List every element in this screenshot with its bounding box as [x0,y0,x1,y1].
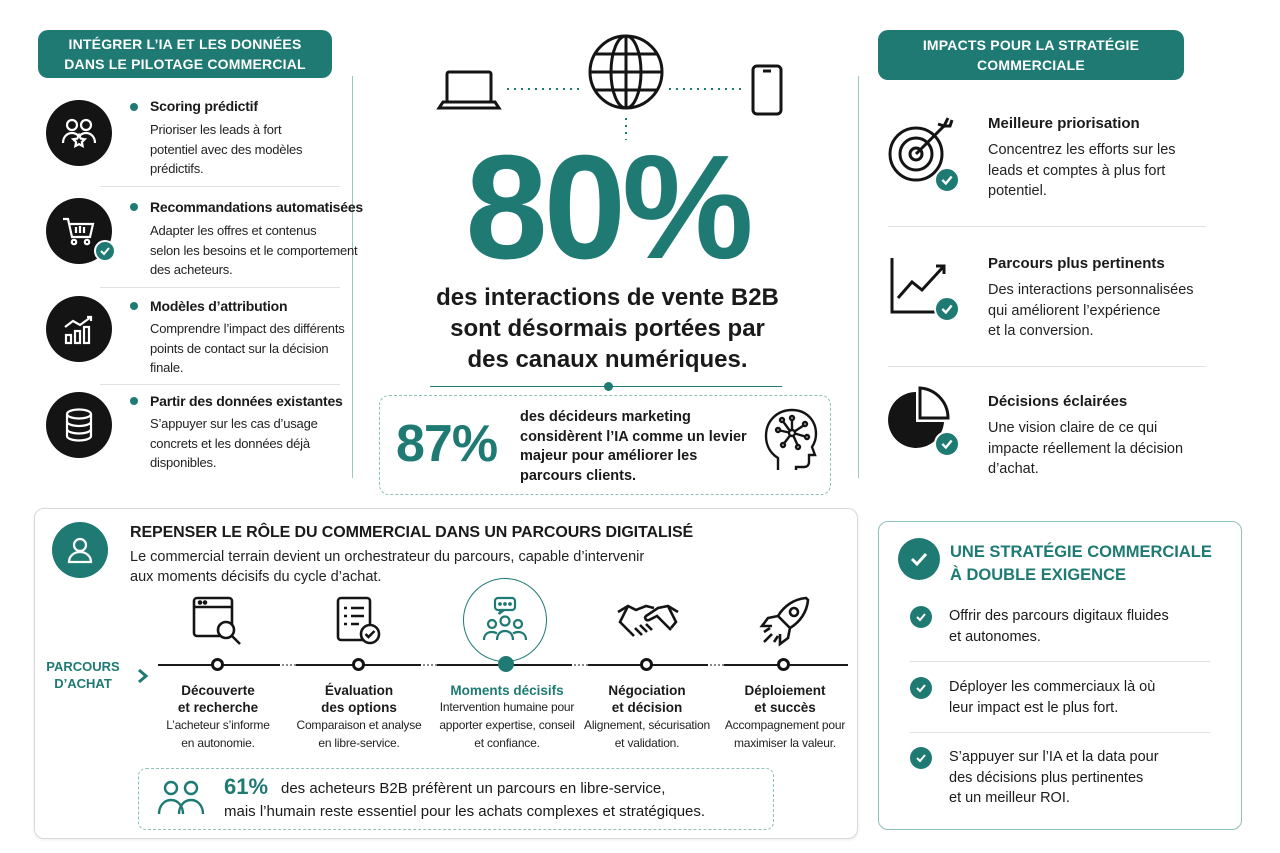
divider [888,226,1206,227]
timeline-node [211,658,224,671]
stat-61-text-2: mais l’humain reste essentiel pour les achats complexes et stratégiques. [224,803,706,820]
check-icon [910,677,932,699]
timeline-gap [421,664,437,666]
ai-head-icon [756,406,820,472]
stage-desc: Intervention humaine pour apporter expertise, conseil et confiance. [439,700,575,750]
stage-title-active: Moments décisifs [450,683,564,698]
bullet-dot [130,397,138,405]
browser-search-icon [190,594,246,648]
person-icon [52,522,108,578]
check-circle-icon [898,538,940,580]
stat-87-text: des décideurs marketing considèrent l’IA comme un levier majeur pour améliorer les parcours clients. [520,409,747,484]
divider [100,384,340,385]
globe-icon [590,36,662,108]
impact-title: Parcours plus pertinents [988,255,1165,272]
item-title: Modèles d’attribution [150,298,288,314]
phone-icon [753,66,781,114]
right-divider [858,76,859,478]
team-chat-icon [463,578,547,662]
strategy-item: S’appuyer sur l’IA et la data pour des décisions plus pertinentes et un meilleur ROI. [949,749,1159,806]
database-icon [46,392,112,458]
big-stat-text: des interactions de vente B2B sont désormais portées par des canaux numériques. [436,284,779,373]
separator-dot [604,382,613,391]
impact-desc: Concentrez les efforts sur les leads et comptes à plus fort potentiel. [988,142,1176,199]
stat-61-value: 61% [224,774,269,799]
check-badge-icon [934,431,960,457]
check-badge-icon [94,240,116,262]
divider [100,287,340,288]
stage-title: Découverte et recherche [177,683,259,715]
timeline-node [352,658,365,671]
check-badge-icon [934,296,960,322]
impact-desc: Des interactions personnalisées qui améliorent l’expérience et la conversion. [988,282,1194,339]
timeline-gap [572,664,588,666]
timeline-node [777,658,790,671]
bullet-dot [130,203,138,211]
bullet-dot [130,103,138,111]
stage-desc: Accompagnement pour maximiser la valeur. [724,718,846,750]
stat-87-value: 87% [396,415,498,473]
stat-87-box [379,395,831,495]
bullet-dot [130,302,138,310]
divider [888,366,1206,367]
check-icon [910,606,932,628]
laptop-icon [439,72,499,108]
item-desc: Adapter les offres et contenus selon les besoins et le comportement des acheteurs. [150,223,358,277]
divider [910,661,1210,662]
right-section-header: IMPACTS POUR LA STRATÉGIE COMMERCIALE [878,30,1184,80]
impact-title: Meilleure priorisation [988,115,1140,132]
impact-title: Décisions éclairées [988,393,1128,410]
panel-subtitle: Le commercial terrain devient un orchestrateur du parcours, capable d’intervenir aux moments décisifs du cycle d’achat. [130,549,645,585]
timeline-gap [280,664,296,666]
item-title: Partir des données existantes [150,393,343,409]
item-title: Recommandations automatisées [150,199,364,215]
stat-61-text-1: des acheteurs B2B préfèrent un parcours en libre-service, [281,780,666,797]
left-section-header: INTÉGRER L’IA ET LES DONNÉES DANS LE PILOTAGE COMMERCIAL [38,30,332,78]
stage-desc: L’acheteur s’informe en autonomie. [166,718,270,750]
impact-desc: Une vision claire de ce qui impacte réellement la décision d’achat. [988,420,1184,477]
stage-title: Déploiement et succès [744,683,826,715]
bar-chart-icon [46,296,112,362]
strategy-title: UNE STRATÉGIE COMMERCIALE À DOUBLE EXIGENCE [950,543,1212,584]
item-desc: Prioriser les leads à fort potentiel avec des modèles prédictifs. [150,122,303,176]
rocket-icon [758,594,812,648]
stage-title: Négociation et décision [608,683,686,715]
handshake-icon [616,598,680,648]
channels-illustration [435,28,795,140]
timeline-label: PARCOURS D’ACHAT [46,659,120,691]
check-icon [910,747,932,769]
strategy-item: Déployer les commerciaux là où leur impact est le plus fort. [949,679,1156,716]
stage-title: Évaluation des options [321,683,397,715]
stage-desc: Alignement, sécurisation et validation. [584,718,710,750]
item-title: Scoring prédictif [150,98,258,114]
strategy-item: Offrir des parcours digitaux fluides et autonomes. [949,608,1169,645]
divider [100,186,340,187]
timeline-node [640,658,653,671]
checklist-icon [334,594,386,648]
timeline-gap [708,664,724,666]
stage-desc: Comparaison et analyse en libre-service. [296,718,422,750]
divider [910,732,1210,733]
users-icon [156,778,206,818]
panel-title: REPENSER LE RÔLE DU COMMERCIAL DANS UN PARCOURS DIGITALISÉ [130,524,694,541]
item-desc: Comprendre l’impact des différents points de contact sur la décision finale. [150,321,345,375]
timeline-node-active [498,656,514,672]
users-star-icon [46,100,112,166]
big-stat-80: 80% [465,125,750,290]
check-badge-icon [934,167,960,193]
item-desc: S’appuyer sur les cas d’usage concrets et les données déjà disponibles. [150,416,318,470]
